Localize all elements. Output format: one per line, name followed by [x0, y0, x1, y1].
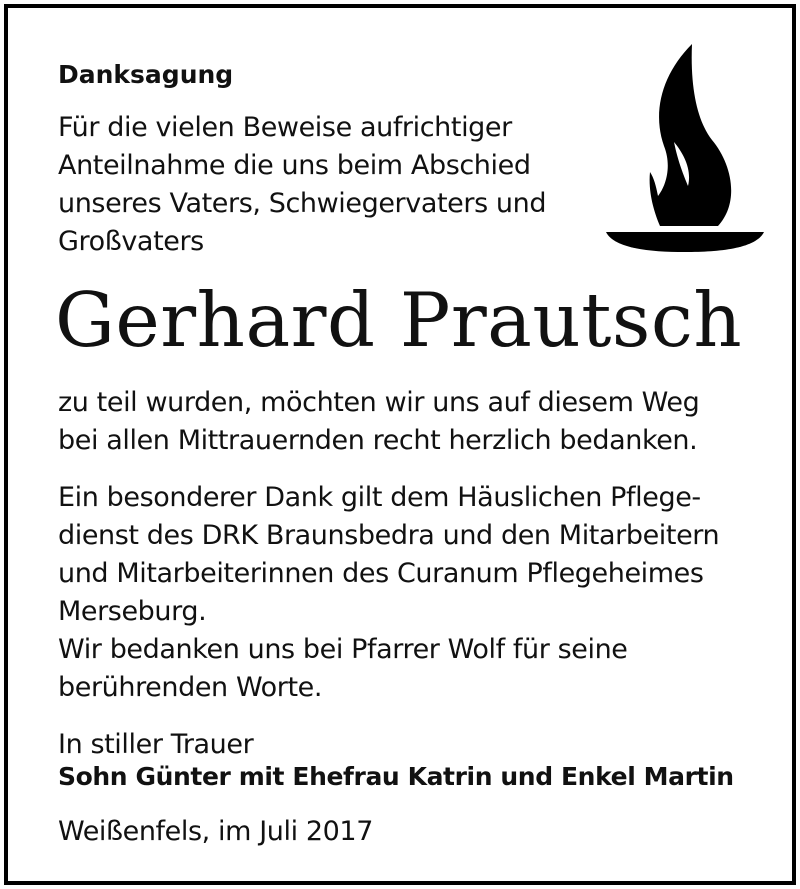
bowl-shape [606, 232, 764, 252]
flame-bowl-icon [600, 44, 770, 254]
thanks-line: bei allen Mittrauernden recht herzlich bedanken. [58, 425, 698, 456]
intro-line: Für die vielen Beweise aufrichtiger [58, 112, 512, 143]
obituary-card [4, 4, 796, 885]
special-thanks-paragraph [58, 479, 719, 707]
special-thanks-line: Wir bedanken uns bei Pfarrer Wolf für seine [58, 634, 628, 665]
special-thanks-line: berührenden Worte. [58, 672, 323, 703]
closing-phrase: In stiller Trauer [58, 729, 254, 760]
thanks-paragraph [58, 384, 699, 460]
deceased-name: Gerhard Prautsch [55, 276, 743, 364]
special-thanks-line: Ein besonderer Dank gilt dem Häuslichen Pflege- [58, 482, 701, 513]
thanks-line: zu teil wurden, möchten wir uns auf diesem Weg [58, 387, 700, 418]
place-date: Weißenfels, im Juli 2017 [58, 816, 373, 847]
intro-paragraph [58, 109, 546, 261]
notice-heading: Danksagung [58, 60, 234, 89]
signers: Sohn Günter mit Ehefrau Katrin und Enkel Martin [58, 762, 734, 791]
special-thanks-line: Merseburg. [58, 596, 207, 627]
intro-line: Großvaters [58, 226, 204, 257]
intro-line: Anteilnahme die uns beim Abschied [58, 150, 531, 181]
intro-line: unseres Vaters, Schwiegervaters und [58, 188, 547, 219]
special-thanks-line: und Mitarbeiterinnen des Curanum Pflegeheimes [58, 558, 704, 589]
flame-shape [650, 44, 732, 226]
special-thanks-line: dienst des DRK Braunsbedra und den Mitarbeitern [58, 520, 720, 551]
